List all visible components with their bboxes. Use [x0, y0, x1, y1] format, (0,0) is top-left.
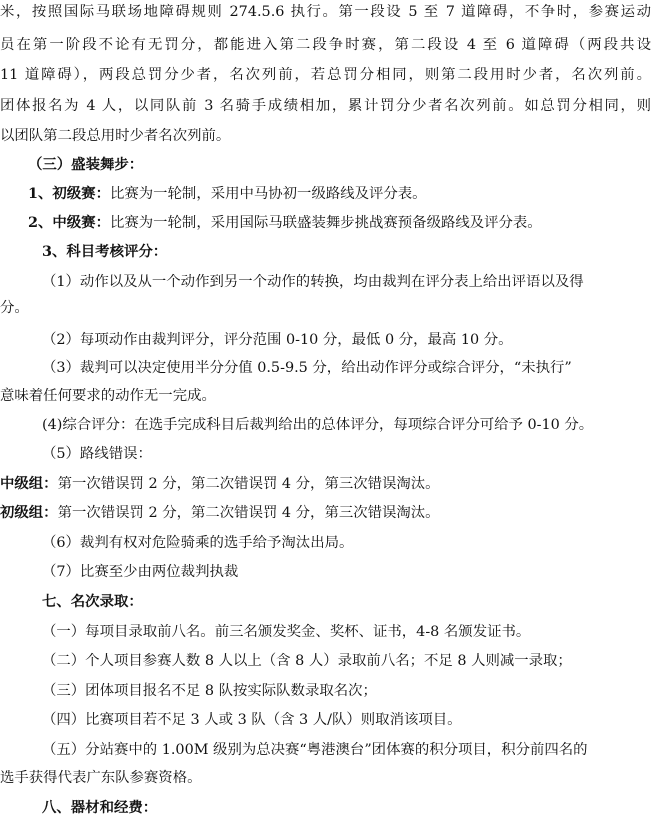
- paragraph-line: （四）比赛项目若不足 3 人或 3 队（含 3 人/队）则取消该项目。: [42, 712, 462, 728]
- section-heading-dressage: （三）盛装舞步：: [28, 156, 144, 173]
- rule-lead: 2、中级赛：: [28, 214, 110, 231]
- paragraph-line: 分。: [0, 300, 29, 316]
- paragraph-line: （1）动作以及从一个动作到另一个动作的转换，均由裁判在评分表上给出评语以及得: [42, 274, 584, 290]
- paragraph-line: 选手获得代表广东队参赛资格。: [0, 770, 202, 786]
- rule-lead: 1、初级赛：: [28, 185, 110, 202]
- route-error-beginner: [0, 503, 651, 523]
- rule-beginner: [28, 184, 651, 204]
- subsection-heading-scoring: 3、科目考核评分：: [42, 243, 168, 260]
- rule-intermediate: [28, 213, 651, 233]
- route-error-intermediate: [0, 474, 651, 494]
- group-lead: 初级组：: [0, 504, 58, 521]
- paragraph-line: 以团队第二段总用时少者名次列前。: [0, 128, 231, 144]
- paragraph-line: （一）每项目录取前八名。前三名颁发奖金、奖杯、证书，4-8 名颁发证书。: [42, 624, 531, 640]
- rule-text: 比赛为一轮制，采用中马协初一级路线及评分表。: [109, 186, 427, 202]
- paragraph-line: 意味着任何要求的动作无一完成。: [0, 388, 216, 404]
- section-heading-equipment: 八、器材和经费：: [42, 799, 158, 816]
- paragraph-line: （3）裁判可以决定使用半分分值 0.5-9.5 分，给出动作评分或综合评分，“未执行”: [42, 360, 572, 376]
- group-text: 第一次错误罚 2 分，第二次错误罚 4 分，第三次错误淘汰。: [57, 476, 440, 492]
- group-lead: 中级组：: [0, 475, 58, 492]
- paragraph-line: （5）路线错误：: [42, 446, 152, 462]
- paragraph-line: （二）个人项目参赛人数 8 人以上（含 8 人）录取前八名；不足 8 人则减一录取；: [42, 653, 572, 669]
- paragraph-line: （7）比赛至少由两位裁判执裁: [42, 564, 239, 580]
- group-text: 第一次错误罚 2 分，第二次错误罚 4 分，第三次错误淘汰。: [57, 505, 440, 521]
- section-heading-ranking: 七、名次录取：: [42, 593, 143, 610]
- paragraph-line: 团体报名为 4 人，以同队前 3 名骑手成绩相加，累计罚分少者名次列前。如总罚分相同，则: [0, 98, 651, 114]
- rule-text: 比赛为一轮制，采用国际马联盛装舞步挑战赛预备级路线及评分表。: [109, 215, 542, 231]
- paragraph-line: (4)综合评分：在选手完成科目后裁判给出的总体评分，每项综合评分可给予 0-10 分。: [42, 417, 594, 433]
- paragraph-line: 员在第一阶段不论有无罚分，都能进入第二段争时赛，第二段设 4 至 6 道障碍（两段共设: [0, 37, 651, 53]
- paragraph-line: （三）团体项目报名不足 8 队按实际队数录取名次；: [42, 683, 377, 699]
- paragraph-line: （五）分站赛中的 1.00M 级别为总决赛“粤港澳台”团体赛的积分项目，积分前四名的: [42, 742, 588, 758]
- paragraph-line: 11 道障碍），两段总罚分少者，名次列前，若总罚分相同，则第二段用时少者，名次列前。: [0, 67, 651, 83]
- paragraph-line: （6）裁判有权对危险骑乘的选手给予淘汰出局。: [42, 535, 354, 551]
- paragraph-line: 米，按照国际马联场地障碍规则 274.5.6 执行。第一段设 5 至 7 道障碍，不争时，参赛运动: [0, 4, 651, 20]
- paragraph-line: （2）每项动作由裁判评分，评分范围 0-10 分，最低 0 分，最高 10 分。: [42, 332, 513, 348]
